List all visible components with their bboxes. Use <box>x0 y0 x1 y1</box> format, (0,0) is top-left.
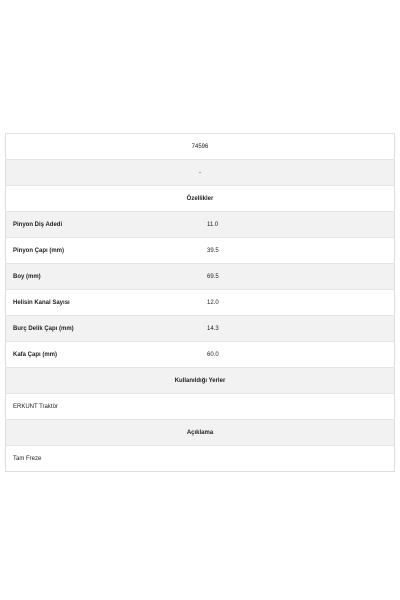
usage-heading-row <box>6 368 395 394</box>
product-code: 74596 <box>6 134 395 160</box>
spec-value: 39.5 <box>200 238 395 264</box>
spec-label: Boy (mm) <box>6 264 201 290</box>
spec-row <box>6 290 395 316</box>
dash-row <box>6 160 395 186</box>
usage-heading: Kullanıldığı Yerler <box>6 368 395 394</box>
spec-value: 11.0 <box>200 212 395 238</box>
spec-label: Helisin Kanal Sayısı <box>6 290 201 316</box>
usage-row <box>6 394 395 420</box>
description-heading-row <box>6 420 395 446</box>
usage-value: ERKUNT Traktör <box>6 394 395 420</box>
description-heading: Açıklama <box>6 420 395 446</box>
code-row <box>6 134 395 160</box>
spec-row <box>6 264 395 290</box>
spec-value: 69.5 <box>200 264 395 290</box>
features-heading: Özellikler <box>6 186 395 212</box>
dash-value: - <box>6 160 395 186</box>
spec-row <box>6 238 395 264</box>
spec-label: Pinyon Çapı (mm) <box>6 238 201 264</box>
spec-value: 14.3 <box>200 316 395 342</box>
spec-row <box>6 342 395 368</box>
spec-row <box>6 212 395 238</box>
spec-label: Pinyon Diş Adedi <box>6 212 201 238</box>
features-heading-row <box>6 186 395 212</box>
description-row <box>6 446 395 472</box>
spec-label: Burç Delik Çapı (mm) <box>6 316 201 342</box>
spec-row <box>6 316 395 342</box>
spec-table <box>5 133 395 472</box>
description-value: Tam Freze <box>6 446 395 472</box>
spec-value: 60.0 <box>200 342 395 368</box>
spec-label: Kafa Çapı (mm) <box>6 342 201 368</box>
spec-value: 12.0 <box>200 290 395 316</box>
